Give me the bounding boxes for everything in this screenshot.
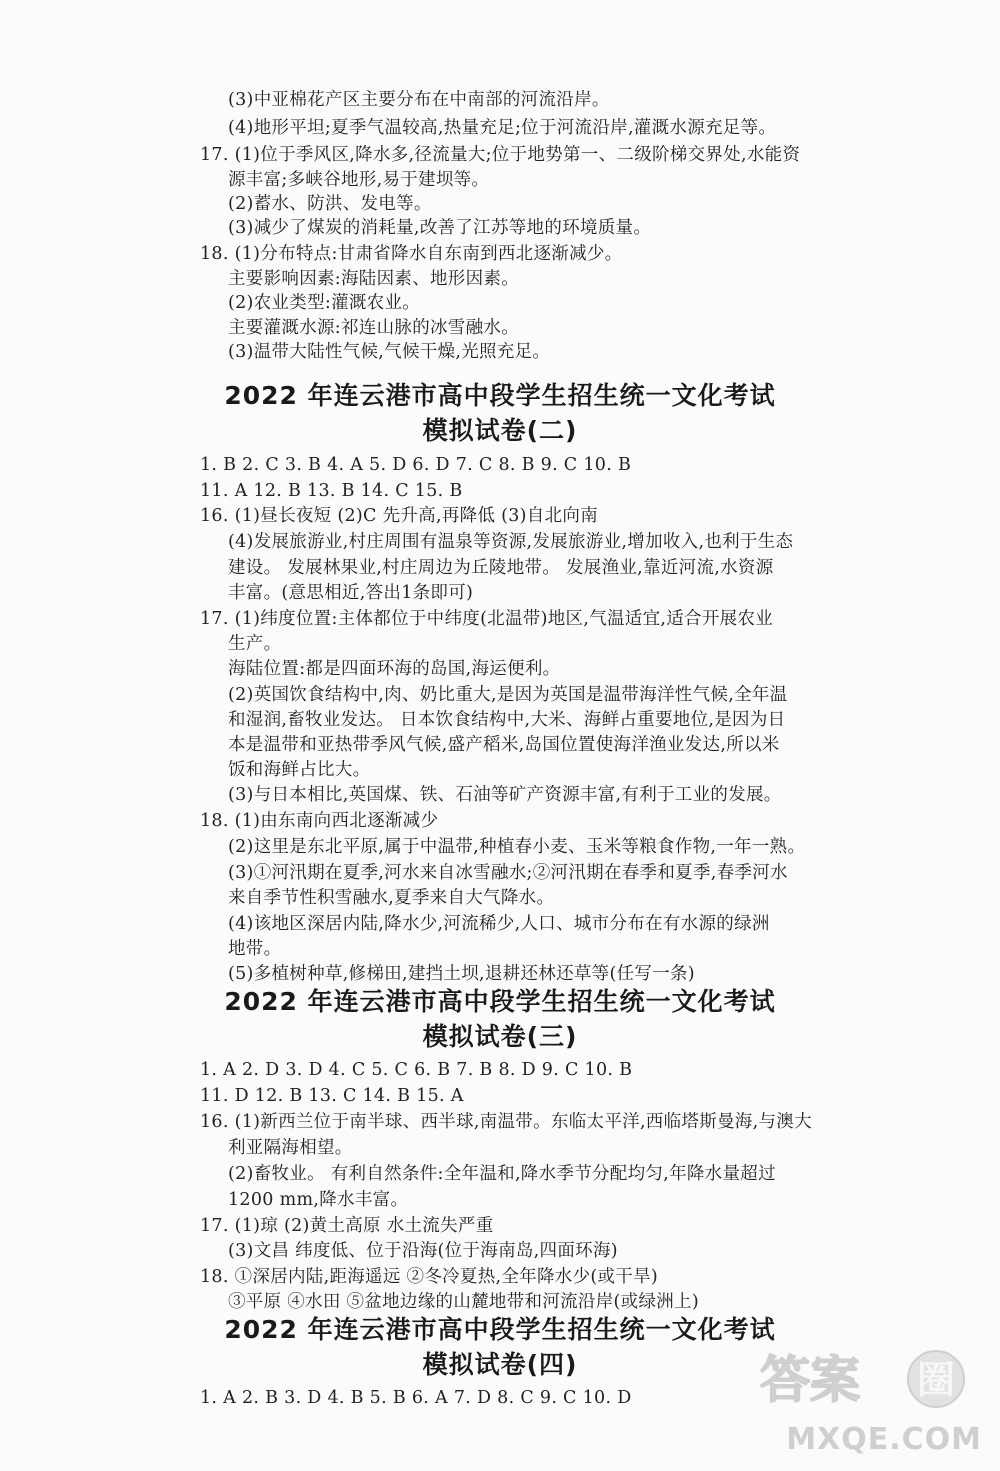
answer-line: 17. (1)位于季风区,降水多,径流量大;位于地势第一、二级阶梯交界处,水能资 xyxy=(200,145,801,165)
answer-line: 17. (1)琼 (2)黄土高原 水土流失严重 xyxy=(200,1216,494,1236)
answer-line: (2)农业类型:灌溉农业。 xyxy=(228,293,421,313)
answer-line: 源丰富;多峡谷地形,易于建坝等。 xyxy=(228,170,490,190)
answer-line: (3)减少了煤炭的消耗量,改善了江苏等地的环境质量。 xyxy=(228,218,652,238)
svg-text:圈: 圈 xyxy=(916,1358,956,1402)
answer-line: 生产。 xyxy=(228,634,282,654)
answer-line: 丰富。(意思相近,答出1条即可) xyxy=(228,583,474,603)
answer-line: 利亚隔海相望。 xyxy=(228,1138,353,1158)
answer-line: 主要灌溉水源:祁连山脉的冰雪融水。 xyxy=(228,318,519,338)
answer-line: (4)发展旅游业,村庄周围有温泉等资源,发展旅游业,增加收入,也利于生态 xyxy=(228,532,794,552)
answer-line: (2)英国饮食结构中,肉、奶比重大,是因为英国是温带海洋性气候,全年温 xyxy=(228,685,788,705)
answer-line: 17. (1)纬度位置:主体都位于中纬度(北温带)地区,气温适宜,适合开展农业 xyxy=(200,609,774,629)
answer-line: (3)与日本相比,英国煤、铁、石油等矿产资源丰富,有利于工业的发展。 xyxy=(228,785,782,805)
answer-line: 11. D 12. B 13. C 14. B 15. A xyxy=(200,1086,464,1106)
answer-line: 1. A 2. D 3. D 4. C 5. C 6. B 7. B 8. D 9. C 10. B xyxy=(200,1060,633,1080)
answer-line: 11. A 12. B 13. B 14. C 15. B xyxy=(200,481,463,501)
answer-line: 1200 mm,降水丰富。 xyxy=(228,1190,409,1210)
answer-line: 18. (1)由东南向西北逐渐减少 xyxy=(200,811,439,831)
answer-line: (4)该地区深居内陆,降水少,河流稀少,人口、城市分布在有水源的绿洲 xyxy=(228,914,770,934)
answer-line: (5)多植树种草,修梯田,建挡土坝,退耕还林还草等(任写一条) xyxy=(228,964,695,984)
answer-line: ③平原 ④水田 ⑤盆地边缘的山麓地带和河流沿岸(或绿洲上) xyxy=(228,1292,699,1312)
answer-line: (3)中亚棉花产区主要分布在中南部的河流沿岸。 xyxy=(228,90,610,110)
answer-line: 建设。 发展林果业,村庄周边为丘陵地带。 发展渔业,靠近河流,水资源 xyxy=(228,558,774,578)
answer-line: 1. B 2. C 3. B 4. A 5. D 6. D 7. C 8. B 9. C 10. B xyxy=(200,455,632,475)
answer-line: (4)地形平坦;夏季气温较高,热量充足;位于河流沿岸,灌溉水源充足等。 xyxy=(228,118,777,138)
answer-line: 1. A 2. B 3. D 4. B 5. B 6. A 7. D 8. C 9. C 10. D xyxy=(200,1388,632,1408)
answer-line: 地带。 xyxy=(228,939,282,959)
answer-line: 18. ①深居内陆,距海遥远 ②冬冷夏热,全年降水少(或干旱) xyxy=(200,1267,659,1287)
answer-line: 16. (1)昼长夜短 (2)C 先升高,再降低 (3)自北向南 xyxy=(200,506,598,526)
answer-line: 主要影响因素:海陆因素、地形因素。 xyxy=(228,269,519,289)
answer-line: (3)①河汛期在夏季,河水来自冰雪融水;②河汛期在春季和夏季,春季河水 xyxy=(228,863,788,883)
answer-line: 18. (1)分布特点:甘肃省降水自东南到西北逐渐减少。 xyxy=(200,244,623,264)
answer-line: 16. (1)新西兰位于南半球、西半球,南温带。东临太平洋,西临塔斯曼海,与澳大 xyxy=(200,1112,812,1132)
svg-text:答案: 答案 xyxy=(760,1351,860,1409)
exam-subtitle: 模拟试卷(四) xyxy=(422,1350,578,1379)
answer-line: (3)温带大陆性气候,气候干燥,光照充足。 xyxy=(228,342,551,362)
watermark-logo-icon xyxy=(758,1347,978,1409)
answer-line: 和湿润,畜牧业发达。 日本饮食结构中,大米、海鲜占重要地位,是因为日 xyxy=(228,710,786,730)
answer-line: (3)文昌 纬度低、位于沿海(位于海南岛,四面环海) xyxy=(228,1241,618,1261)
answer-line: 饭和海鲜占比大。 xyxy=(228,760,371,780)
answer-line: (2)蓄水、防洪、发电等。 xyxy=(228,194,432,214)
answer-line: 本是温带和亚热带季风气候,盛产稻米,岛国位置使海洋渔业发达,所以米 xyxy=(228,735,780,755)
exam-title: 2022 年连云港市高中段学生招生统一文化考试 xyxy=(224,987,776,1016)
exam-title: 2022 年连云港市高中段学生招生统一文化考试 xyxy=(224,381,776,410)
answer-line: 来自季节性积雪融水,夏季来自大气降水。 xyxy=(228,888,555,908)
watermark xyxy=(752,1347,982,1457)
answer-line: (2)畜牧业。 有利自然条件:全年温和,降水季节分配均匀,年降水量超过 xyxy=(228,1164,776,1184)
answer-line: (2)这里是东北平原,属于中温带,种植春小麦、玉米等粮食作物,一年一熟。 xyxy=(228,837,806,857)
answer-line: 海陆位置:都是四面环海的岛国,海运便利。 xyxy=(228,659,561,679)
exam-subtitle: 模拟试卷(三) xyxy=(422,1022,578,1051)
watermark-site: MXQE.COM xyxy=(786,1422,982,1457)
exam-title: 2022 年连云港市高中段学生招生统一文化考试 xyxy=(224,1315,776,1344)
exam-subtitle: 模拟试卷(二) xyxy=(422,416,578,445)
